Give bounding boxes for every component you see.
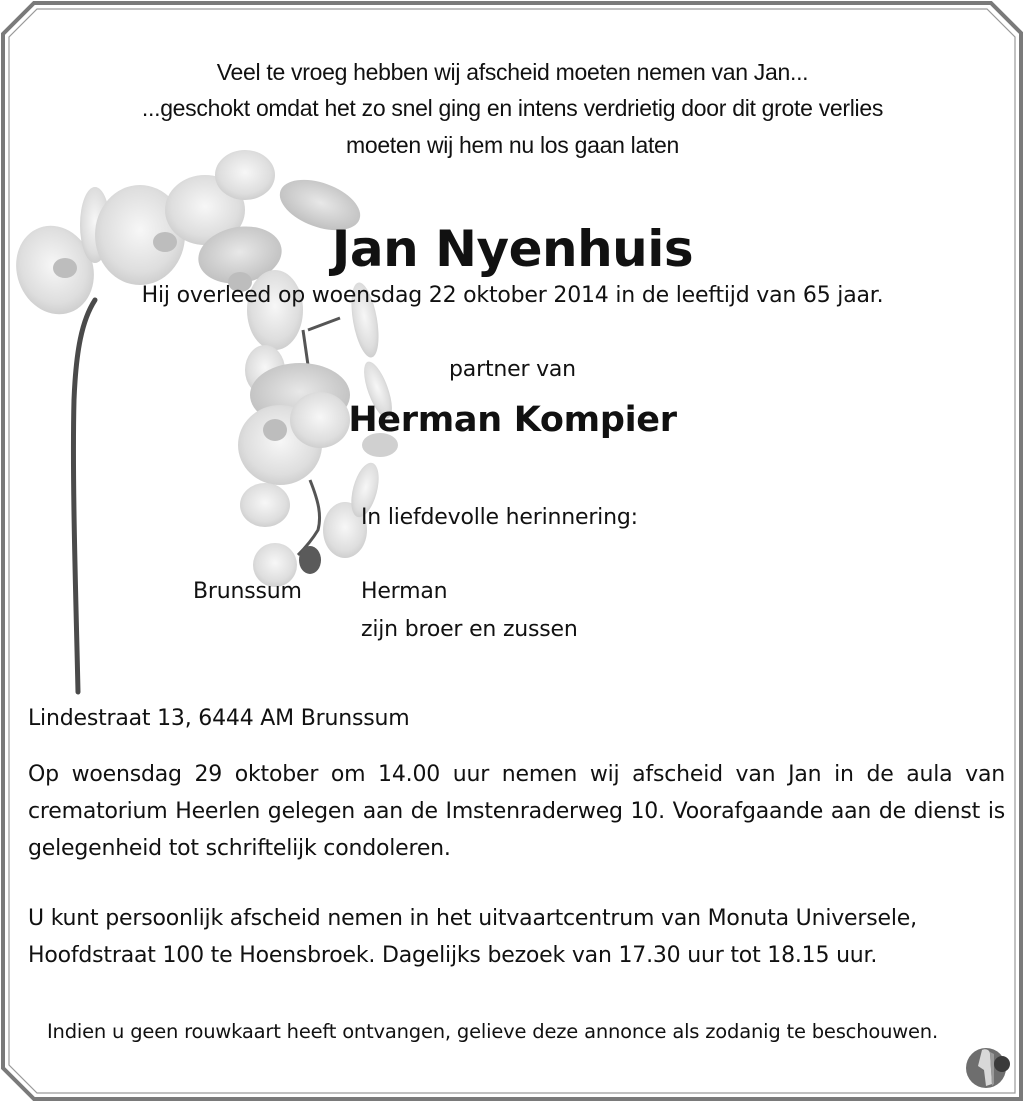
intro-line-1: Veel te vroeg hebben wij afscheid moeten nemen van Jan... [216, 59, 809, 85]
partner-label: partner van [449, 357, 576, 382]
deceased-name: Jan Nyenhuis [331, 220, 694, 278]
address: Lindestraat 13, 6444 AM Brunssum [28, 706, 410, 731]
signatory-name: zijn broer en zussen [361, 617, 578, 642]
visit-line-1: U kunt persoonlijk afscheid nemen in het uitvaartcentrum van Monuta Universele, [28, 906, 917, 931]
memorial-logo-icon [964, 1040, 1016, 1092]
death-line: Hij overleed op woensdag 22 oktober 2014 in de leeftijd van 65 jaar. [141, 283, 884, 308]
partner-name: Herman Kompier [348, 400, 677, 440]
signatory-place: Brunssum [193, 579, 302, 604]
footer-note: Indien u geen rouwkaart heeft ontvangen, gelieve deze annonce als zodanig te beschouwen. [47, 1020, 938, 1043]
service-paragraph: Op woensdag 29 oktober om 14.00 uur nemen wij afscheid van Jan in de aula van crematorium Heerlen gelegen aan de Imstenraderweg 10. Voorafgaande aan de dienst is gelegenheid tot schriftelijk condoleren. [28, 762, 1005, 861]
intro-line-3: moeten wij hem nu los gaan laten [345, 132, 680, 158]
visit-line-2: Hoofdstraat 100 te Hoensbroek. Dagelijks bezoek van 17.30 uur tot 18.15 uur. [28, 943, 878, 968]
intro-line-2: ...geschokt omdat het zo snel ging en intens verdrietig door dit grote verlies [141, 95, 884, 121]
signatory-name: Herman [361, 579, 448, 604]
memory-label: In liefdevolle herinnering: [361, 505, 638, 530]
